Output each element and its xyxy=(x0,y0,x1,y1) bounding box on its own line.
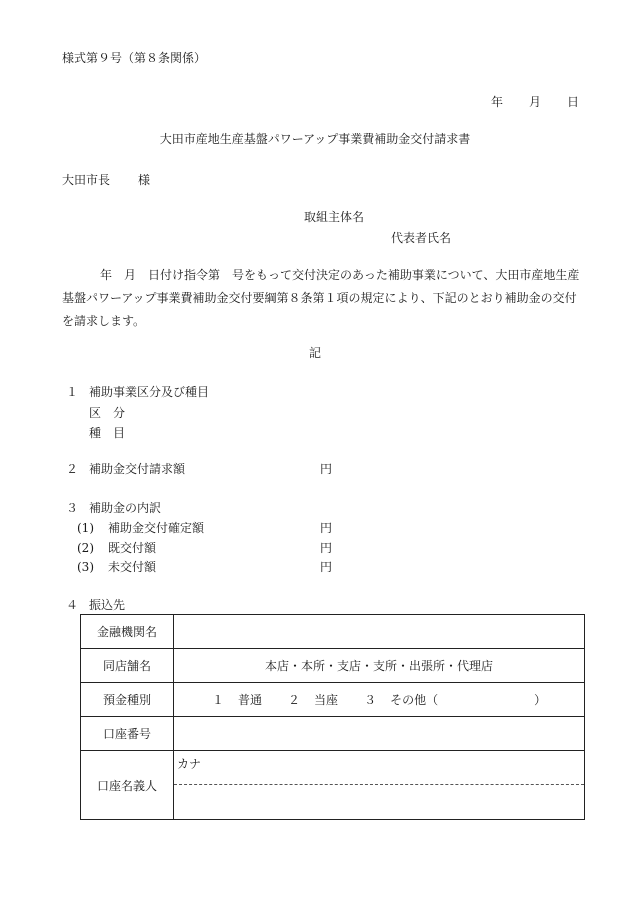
date-month-label: 月 xyxy=(529,95,542,109)
deposit-type-options xyxy=(174,683,585,717)
account-holder-label: 口座名義人 xyxy=(81,751,174,820)
item4-title: 振込先 xyxy=(89,598,126,612)
deposit-opt1-number: １ xyxy=(212,693,225,707)
branch-options[interactable]: 本店・本所・支店・支所・出張所・代理店 xyxy=(174,649,585,683)
item3-title: 補助金の内訳 xyxy=(89,501,162,515)
document-title: 大田市産地生産基盤パワーアップ事業費補助金交付請求書 xyxy=(159,132,471,146)
item4-number: ４ xyxy=(66,598,79,612)
item2-title: 補助金交付請求額 xyxy=(89,462,186,476)
date-day-label: 日 xyxy=(567,95,580,109)
request-paragraph xyxy=(62,264,588,333)
account-number-label: 口座番号 xyxy=(81,717,174,751)
request-paragraph-text: 年 月 日付け指令第 号をもって交付決定のあった補助事業について、大田市産地生産基盤パワーアップ事業費補助金交付要綱第８条第１項の規定により、下記のとおり補助金の交付を請求します。 xyxy=(62,268,580,328)
branch-label: 同店舗名 xyxy=(81,649,174,683)
addressee-name: 大田市長 xyxy=(62,173,111,187)
item3-row-unit: 円 xyxy=(320,541,333,555)
ki-heading: 記 xyxy=(308,346,321,360)
item1-category: 区 分 xyxy=(89,406,126,420)
item1-type: 種 目 xyxy=(89,426,126,440)
applicant-org-label: 取組主体名 xyxy=(304,210,365,224)
kana-label: カナ xyxy=(177,757,202,771)
account-holder-row xyxy=(81,751,585,820)
account-holder-kana-field[interactable] xyxy=(174,751,584,785)
form-number: 様式第９号（第８条関係） xyxy=(62,51,207,65)
account-number-row xyxy=(81,717,585,751)
item1-title: 補助事業区分及び種目 xyxy=(89,385,210,399)
deposit-opt1-ordinary[interactable]: 普通 xyxy=(238,693,263,707)
branch-row xyxy=(81,649,585,683)
item2-number: ２ xyxy=(66,462,79,476)
deposit-type-row xyxy=(81,683,585,717)
item3-row-unit: 円 xyxy=(320,560,333,574)
account-number-field[interactable] xyxy=(174,717,585,751)
item3-row-label: 補助金交付確定額 xyxy=(108,521,205,535)
deposit-opt3-number: ３ xyxy=(364,693,377,707)
applicant-rep-label: 代表者氏名 xyxy=(391,231,452,245)
deposit-opt3-close: ） xyxy=(534,693,547,707)
addressee-honorific: 様 xyxy=(138,173,151,187)
bank-name-row xyxy=(81,615,585,649)
item3-row-number: (1) xyxy=(77,521,94,535)
item3-row-unit: 円 xyxy=(320,521,333,535)
item3-number: ３ xyxy=(66,501,79,515)
bank-name-field[interactable] xyxy=(174,615,585,649)
account-holder-cell xyxy=(174,751,585,820)
deposit-opt2-number: ２ xyxy=(288,693,301,707)
bank-transfer-table xyxy=(80,614,585,820)
deposit-opt3-other[interactable]: その他（ xyxy=(390,693,439,707)
item3-row-label: 未交付額 xyxy=(108,560,157,574)
bank-name-label: 金融機関名 xyxy=(81,615,174,649)
item3-row-label: 既交付額 xyxy=(108,541,157,555)
date-year-label: 年 xyxy=(491,95,504,109)
account-holder-name-field[interactable] xyxy=(174,785,584,819)
deposit-opt2-current[interactable]: 当座 xyxy=(314,693,339,707)
deposit-type-label: 預金種別 xyxy=(81,683,174,717)
item1-number: １ xyxy=(66,385,79,399)
item3-row-number: (3) xyxy=(77,560,94,574)
item2-unit: 円 xyxy=(320,462,333,476)
item3-row-number: (2) xyxy=(77,541,94,555)
